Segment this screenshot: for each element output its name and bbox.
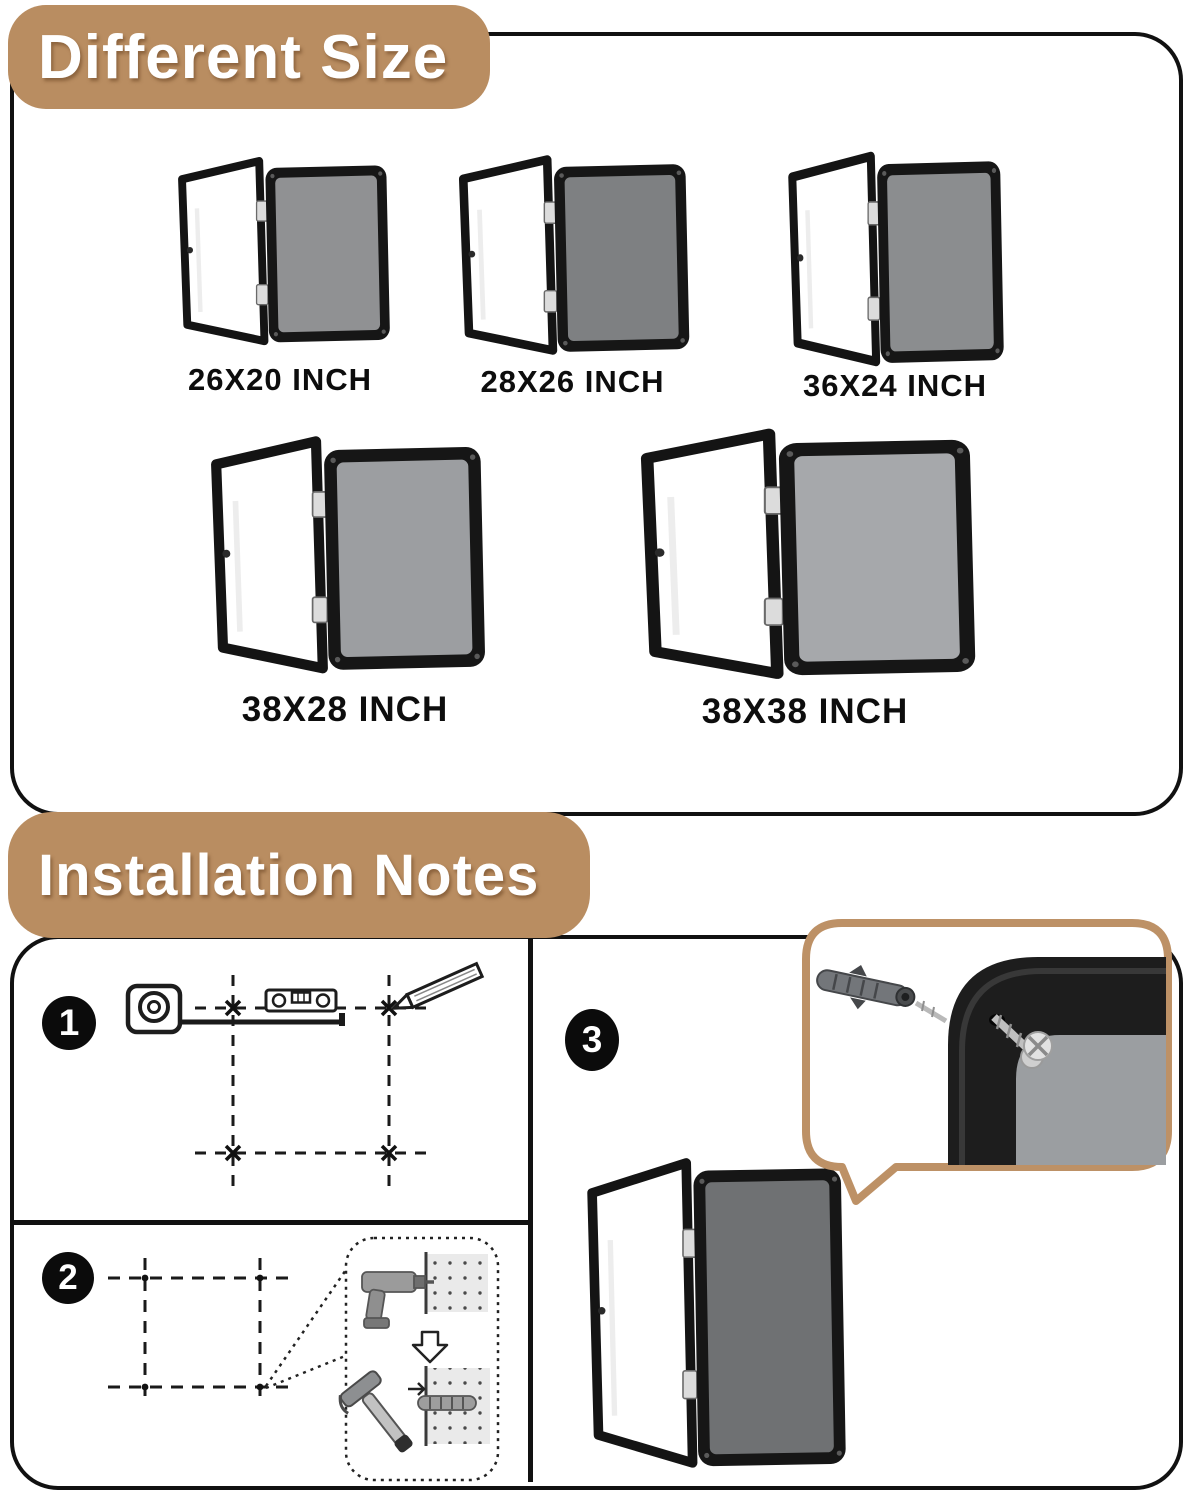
size-label-38x38: 38X38 INCH — [701, 692, 909, 731]
felt-panel — [693, 1168, 846, 1466]
wall-anchor-icon — [418, 1396, 476, 1410]
glass-door — [792, 156, 876, 361]
keyhole-icon — [655, 548, 665, 556]
size-label-26x20: 26X20 INCH — [187, 362, 373, 397]
hinge-icon — [257, 285, 268, 305]
keyhole-icon — [187, 247, 193, 253]
hinge-icon — [765, 599, 783, 626]
x-marks — [226, 1001, 396, 1160]
callout-pointer-lines — [266, 1264, 350, 1388]
bulletin-board-38x38 — [625, 422, 985, 688]
wall-patch-top — [426, 1252, 488, 1314]
keyhole-icon — [797, 254, 803, 261]
keyhole-icon — [469, 251, 476, 258]
installation-notes-title: Installation Notes — [8, 812, 590, 938]
felt-panel — [554, 164, 690, 352]
level-icon — [266, 990, 336, 1011]
felt-panel — [324, 447, 485, 670]
keyhole-icon — [222, 550, 230, 558]
step-1-badge: 1 — [42, 996, 96, 1050]
frame-corner-detail — [948, 957, 1166, 1165]
keyhole-icon — [598, 1307, 605, 1314]
glass-door — [216, 441, 323, 668]
corner-detail-callout — [798, 915, 1178, 1210]
felt-panel — [779, 440, 976, 676]
bulletin-board-38x28 — [198, 430, 493, 682]
felt-panel — [265, 165, 390, 342]
step-1-illustration — [10, 948, 530, 1210]
hinge-icon — [868, 297, 880, 320]
glass-door — [647, 434, 777, 673]
size-label-28x26: 28X26 INCH — [480, 364, 665, 399]
bulletin-board-36x24 — [778, 146, 1010, 374]
hole-dots — [142, 1275, 264, 1391]
hinge-icon — [313, 597, 328, 622]
bulletin-board-26x20 — [168, 152, 396, 352]
felt-panel — [877, 161, 1004, 363]
step-3-badge: 3 — [565, 1009, 619, 1071]
step-2-badge: 2 — [42, 1252, 94, 1304]
size-label-38x28: 38X28 INCH — [241, 690, 449, 729]
horizontal-divider — [12, 1220, 530, 1225]
hinge-icon — [544, 291, 556, 312]
pencil-icon — [391, 964, 483, 1015]
bulletin-board-28x26 — [448, 150, 696, 362]
glass-door — [182, 161, 264, 341]
glass-door — [463, 160, 553, 351]
hinge-icon — [683, 1371, 697, 1399]
size-label-36x24: 36X24 INCH — [802, 368, 988, 403]
different-size-title: Different Size — [8, 5, 490, 109]
glass-door — [592, 1163, 693, 1463]
